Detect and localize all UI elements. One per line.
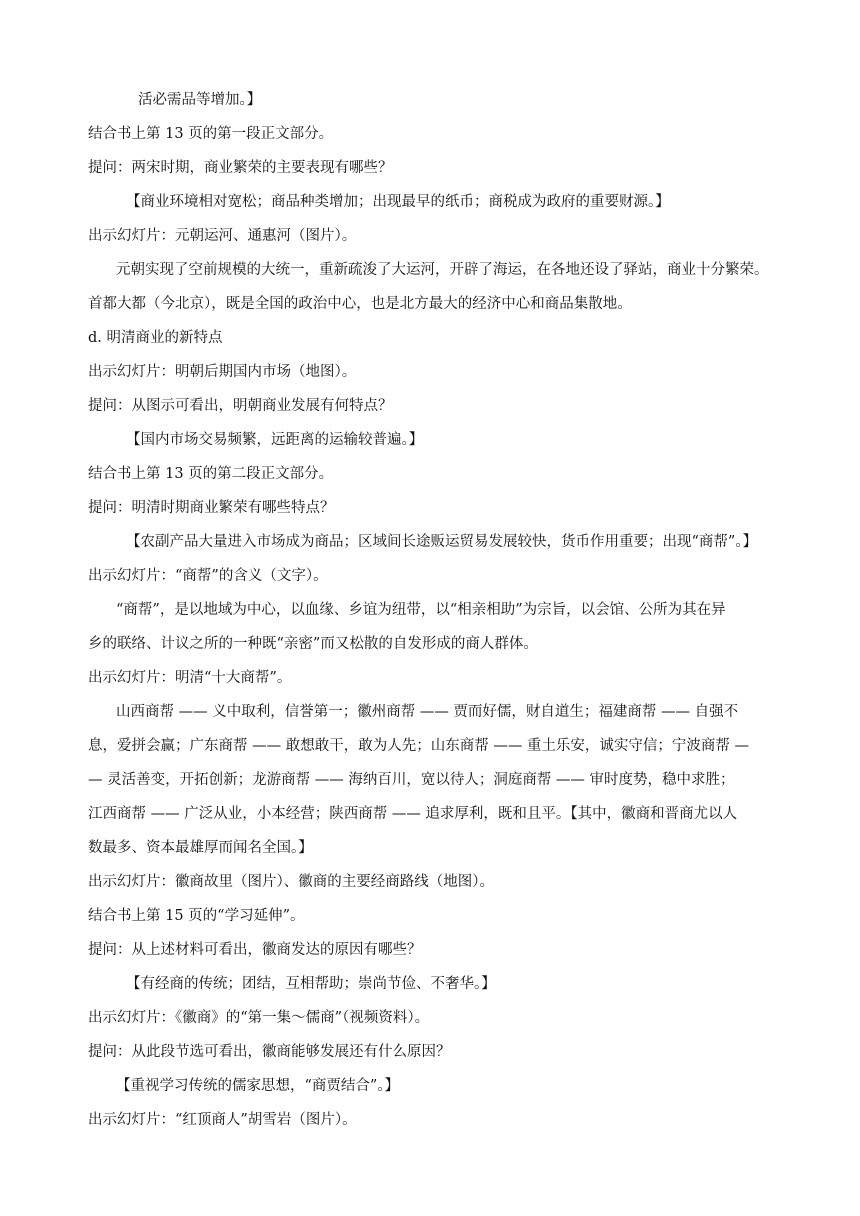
section-heading: d. 明清商业的新特点 (88, 330, 223, 346)
text-line: 出示幻灯片：《徽商》的“第一集～儒商”（视频资料）。 (88, 1010, 430, 1026)
text-line: 活必需品等增加。】 (138, 92, 262, 108)
text-line: 结合书上第 13 页的第二段正文部分。 (88, 466, 334, 482)
text-line: 出示幻灯片：明朝后期国内市场（地图）。 (88, 364, 357, 380)
paragraph-line: 乡的联络、计议之所的一种既“亲密”而又松散的自发形成的商人群体。 (88, 636, 538, 652)
text-line: 出示幻灯片：“红顶商人”胡雪岩（图片）。 (88, 1112, 357, 1128)
answer-line: 【农副产品大量进入市场成为商品；区域间长途贩运贸易发展较快，货币作用重要；出现“商帮”。】 (126, 534, 758, 550)
text-line: 出示幻灯片：明清“十大商帮”。 (88, 670, 292, 686)
text-line: 提问：从图示可看出，明朝商业发展有何特点？ (88, 398, 393, 414)
paragraph-line: 山西商帮 —— 义中取利，信誉第一；徽州商帮 —— 贾而好儒，财自道生；福建商帮 —— 自强不 (116, 704, 739, 720)
answer-line: 【商业环境相对宽松；商品种类增加；出现最早的纸币；商税成为政府的重要财源。】 (126, 194, 670, 210)
text-line: 结合书上第 15 页的“学习延伸”。 (88, 908, 305, 924)
text-line: 出示幻灯片：“商帮”的含义（文字）。 (88, 568, 328, 584)
text-line: 出示幻灯片：元朝运河、通惠河（图片）。 (88, 228, 357, 244)
text-line: 出示幻灯片：徽商故里（图片）、徽商的主要经商路线（地图）。 (88, 874, 494, 890)
answer-line: 【重视学习传统的儒家思想，“商贾结合”。】 (116, 1078, 400, 1094)
answer-line: 【国内市场交易频繁，远距离的运输较普遍。】 (126, 432, 424, 448)
text-line: 结合书上第 13 页的第一段正文部分。 (88, 126, 334, 142)
text-line: 提问：从上述材料可看出，徽商发达的原因有哪些？ (88, 942, 422, 958)
text-line: 提问：两宋时期，商业繁荣的主要表现有哪些？ (88, 160, 393, 176)
paragraph-line: 元朝实现了空前规模的大统一，重新疏浚了大运河，开辟了海运，在各地还设了驿站，商业十分繁荣。 (116, 262, 769, 278)
paragraph-line: 江西商帮 —— 广泛从业，小本经营；陕西商帮 —— 追求厚利，既和且平。【其中，徽商和晋商尤以人 (88, 806, 738, 822)
paragraph-line: 息，爱拼会赢；广东商帮 —— 敢想敢干，敢为人先；山东商帮 —— 重土乐安，诚实守信；宁波商帮 — (88, 738, 750, 754)
paragraph-line: 首都大都（今北京），既是全国的政治中心，也是北方最大的经济中心和商品集散地。 (88, 296, 632, 312)
paragraph-line: — 灵活善变，开拓创新；龙游商帮 —— 海纳百川，宽以待人；洞庭商帮 —— 审时度势，稳中求胜； (88, 772, 735, 788)
text-line: 提问：明清时期商业繁荣有哪些特点？ (88, 500, 335, 516)
text-line: 提问：从此段节选可看出，徽商能够发展还有什么原因？ (88, 1044, 451, 1060)
answer-line: 【有经商的传统；团结，互相帮助；崇尚节俭、不奢华。】 (126, 976, 496, 992)
paragraph-line: “商帮”，是以地域为中心，以血缘、乡谊为纽带，以“相亲相助”为宗旨，以会馆、公所为其在异 (116, 602, 726, 618)
paragraph-line: 数最多、资本最雄厚而闻名全国。】 (88, 840, 313, 856)
